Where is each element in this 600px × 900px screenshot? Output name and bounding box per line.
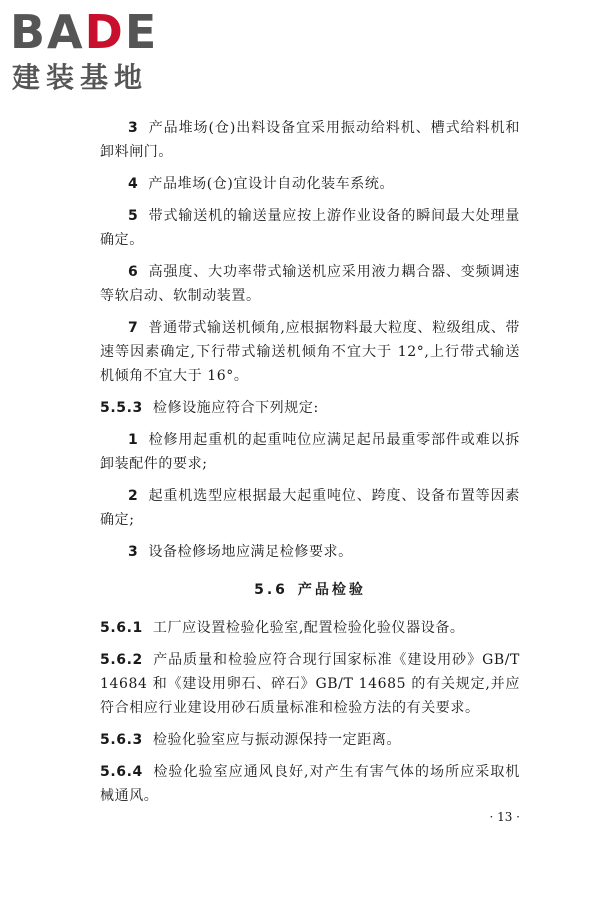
clause-text: 检验化验室应通风良好,对产生有害气体的场所应采取机械通风。 [100,764,520,804]
clause-item [100,260,520,308]
clause-heading [100,760,520,808]
clause-item [100,204,520,252]
section-number: 5.6 [254,582,288,598]
clause-number: 3 [128,544,139,560]
clause-number: 6 [128,264,139,280]
logo-word-part1: BA [10,5,85,59]
clause-number: 4 [128,176,139,192]
clause-number: 5 [128,208,139,224]
clause-number: 5.5.3 [100,400,143,416]
clause-number: 5.6.2 [100,652,143,668]
clause-heading [100,728,520,752]
section-heading [100,578,520,602]
page-number: · 13 · [489,810,520,824]
logo-subtitle: 建装基地 [12,61,149,94]
clause-text: 普通带式输送机倾角,应根据物料最大粒度、粒级组成、带速等因素确定,下行带式输送机倾角不宜大于 12°,上行带式输送机倾角不宜大于 16°。 [100,320,520,384]
clause-text: 带式输送机的输送量应按上游作业设备的瞬间最大处理量确定。 [100,208,520,248]
clause-item [100,484,520,532]
clause-heading [100,648,520,720]
clause-item [100,316,520,388]
clause-text: 产品堆场(仓)出料设备宜采用振动给料机、槽式给料机和卸料闸门。 [100,120,520,160]
clause-text: 检修用起重机的起重吨位应满足起吊最重零部件或难以拆卸装配件的要求; [100,432,520,472]
clause-text: 工厂应设置检验化验室,配置检验化验仪器设备。 [152,620,465,636]
logo-word-part2: E [124,5,159,59]
clause-heading [100,616,520,640]
clause-number: 3 [128,120,139,136]
clause-text: 检修设施应符合下列规定: [152,400,319,416]
logo-word-accent: D [84,5,125,59]
clause-item [100,540,520,564]
clause-text: 产品质量和检验应符合现行国家标准《建设用砂》GB/T 14684 和《建设用卵石、碎石》GB/T 14685 的有关规定,并应符合相应行业建设用砂石质量标准和检验方法的有关要求。 [100,652,520,716]
clause-heading [100,396,520,420]
clause-text: 设备检修场地应满足检修要求。 [148,544,353,560]
logo-wordmark [10,6,158,58]
clause-text: 产品堆场(仓)宜设计自动化装车系统。 [148,176,395,192]
clause-number: 1 [128,432,139,448]
clause-number: 2 [128,488,139,504]
clause-number: 5.6.1 [100,620,143,636]
clause-item [100,428,520,476]
clause-number: 5.6.4 [100,764,143,780]
clause-item [100,116,520,164]
clause-text: 高强度、大功率带式输送机应采用液力耦合器、变频调速等软启动、软制动装置。 [100,264,520,304]
clause-number: 5.6.3 [100,732,143,748]
section-title: 产品检验 [297,582,366,598]
document-body [100,116,520,816]
clause-item [100,172,520,196]
clause-number: 7 [128,320,139,336]
brand-logo [10,6,180,96]
clause-text: 检验化验室应与振动源保持一定距离。 [152,732,402,748]
clause-text: 起重机选型应根据最大起重吨位、跨度、设备布置等因素确定; [100,488,520,528]
